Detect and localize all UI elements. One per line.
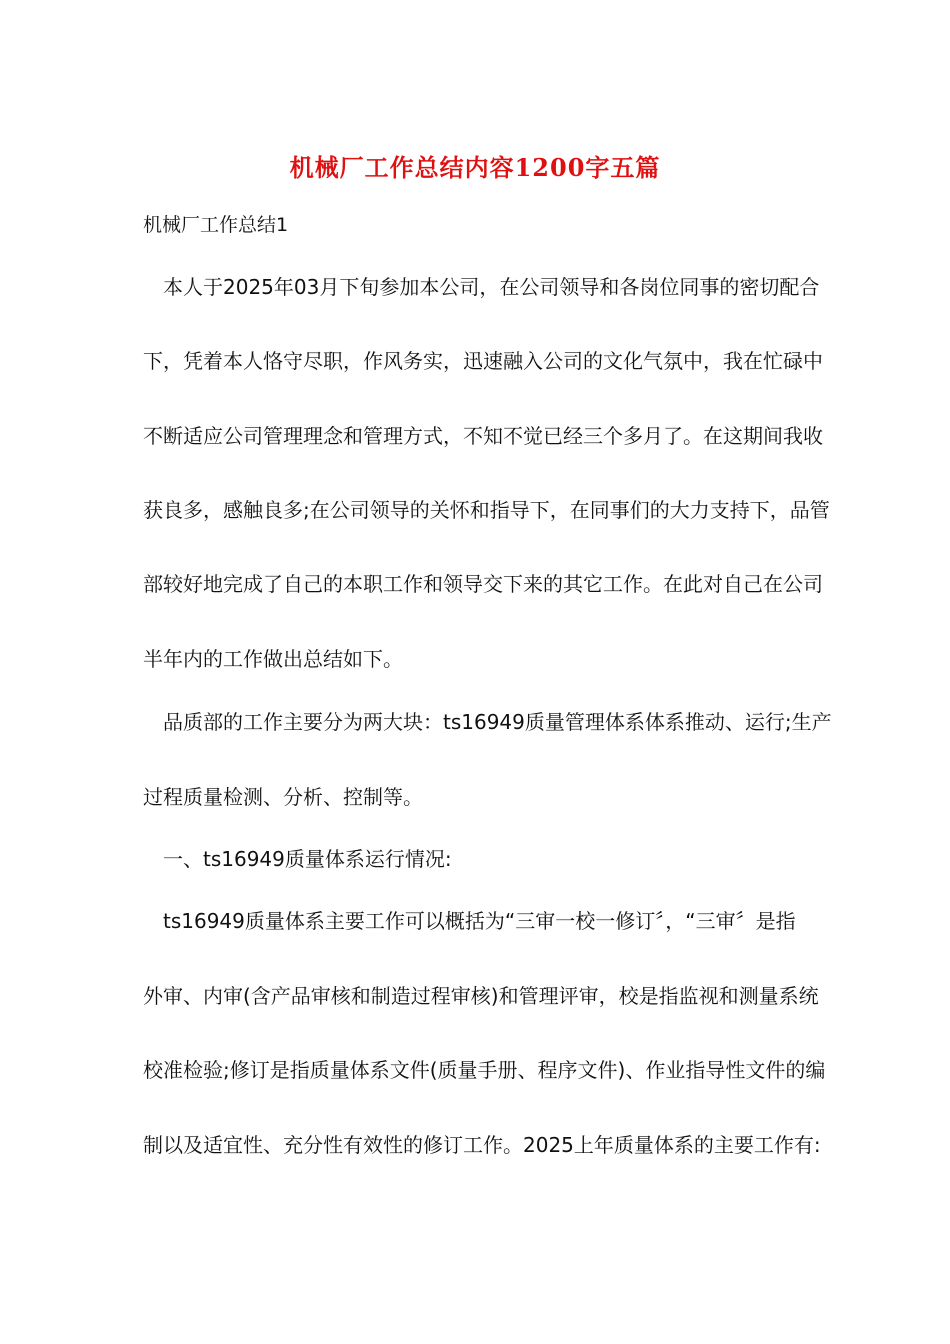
paragraph-line: 外审、内审(含产品审核和制造过程审核)和管理评审，校是指监视和测量系统 [143, 984, 819, 1008]
paragraph-line: 过程质量检测、分析、控制等。 [143, 785, 423, 809]
paragraph-line: 半年内的工作做出总结如下。 [143, 647, 403, 671]
paragraph-line: 校准检验;修订是指质量体系文件(质量手册、程序文件)、作业指导性文件的编 [143, 1058, 826, 1082]
paragraph-line: 不断适应公司管理理念和管理方式，不知不觉已经三个多月了。在这期间我收 [143, 424, 823, 448]
paragraph-line: ts16949质量体系主要工作可以概括为“三审一校一修订〞，“三审〞是指 [163, 909, 796, 933]
document-title: 机械厂工作总结内容1200字五篇 [289, 153, 661, 182]
paragraph-line: 品质部的工作主要分为两大块：ts16949质量管理体系体系推动、运行;生产 [163, 710, 832, 734]
section-heading: 机械厂工作总结1 [143, 214, 289, 236]
section-heading-line: 一、ts16949质量体系运行情况: [163, 847, 452, 871]
paragraph-line: 获良多，感触良多;在公司领导的关怀和指导下，在同事们的大力支持下，品管 [143, 498, 830, 522]
paragraph-line: 制以及适宜性、充分性有效性的修订工作。2025上年质量体系的主要工作有: [143, 1133, 821, 1157]
paragraph-line: 部较好地完成了自己的本职工作和领导交下来的其它工作。在此对自己在公司 [143, 572, 823, 596]
paragraph-line: 下，凭着本人恪守尽职，作风务实，迅速融入公司的文化气氛中，我在忙碌中 [143, 349, 823, 373]
paragraph-line: 本人于2025年03月下旬参加本公司，在公司领导和各岗位同事的密切配合 [163, 275, 820, 299]
